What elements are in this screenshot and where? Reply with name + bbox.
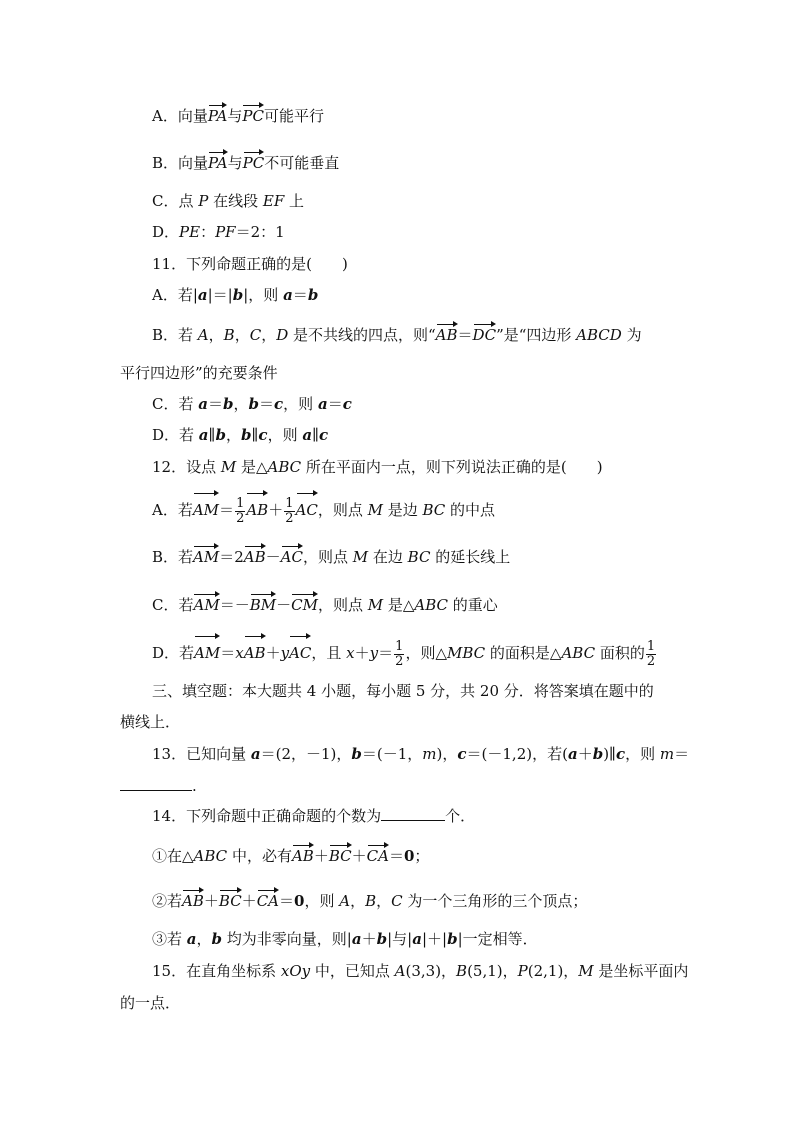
answer-blank[interactable]	[381, 806, 445, 821]
vector-ab: AB	[292, 844, 314, 866]
vector-pc: PC	[242, 104, 264, 126]
vector-bc: BC	[329, 844, 352, 866]
vector-ab: AB	[182, 889, 204, 911]
q12-stem: 12．设点 M 是△ABC 所在平面内一点，则下列说法正确的是( )	[152, 458, 603, 476]
section-3-heading-continued: 横线上．	[120, 713, 181, 731]
q13-stem: 13．已知向量 a＝(2，－1)，b＝(－1，m)，c＝(－1,2)，若(a＋b)∥c，则 m＝	[152, 745, 690, 763]
vector-ca: CA	[367, 844, 389, 866]
q10-option-d: D．PE：PF＝2：1	[152, 223, 285, 241]
q10-option-a: A．向量PA与PC可能平行	[152, 104, 324, 126]
vector-am: AM	[193, 545, 219, 567]
vector-ab: AB	[244, 545, 266, 567]
q12-option-b: B．若AM＝2AB－AC，则点 M 在边 BC 的延长线上	[152, 545, 510, 567]
fraction-half: $\frac{1}{2}$	[395, 638, 404, 669]
vector-ac: AC	[296, 492, 318, 526]
q12-option-a: A．若AM＝ $\frac{1}{2}$ AB＋ $\frac{1}{2}$ AC，则点 M 是边 BC 的中点	[152, 492, 495, 524]
vector-ab: AB	[246, 492, 268, 526]
vector-dc: DC	[473, 323, 497, 345]
answer-blank[interactable]	[120, 776, 192, 791]
q15-stem-continued: 的一点．	[120, 994, 181, 1012]
q10-option-b: B．向量PA与PC不可能垂直	[152, 151, 339, 173]
fraction-half: $\frac{1}{2}$	[285, 495, 294, 526]
q12-option-d: D．若AM＝xAB＋yAC，且 x＋y＝ $\frac{1}{2}$ ，则△MBC 的面积是△ABC 面积的 $\frac{1}{2}$	[152, 635, 657, 667]
vector-ab: AB	[436, 323, 458, 345]
q13-answer-line: .	[120, 776, 197, 796]
q14-statement-3: ③若 a，b 均为非零向量，则|a＋b|与|a|＋|b|一定相等．	[152, 930, 538, 948]
vector-am: AM	[194, 635, 220, 669]
vector-ac: AC	[281, 545, 303, 567]
fraction-half: $\frac{1}{2}$	[646, 638, 656, 669]
vector-bc: BC	[219, 889, 242, 911]
vector-bm: BM	[250, 593, 276, 615]
q11-option-c: C．若 a＝b，b＝c，则 a＝c	[152, 395, 352, 413]
vector-ac: AC	[289, 635, 311, 669]
q14-statement-1: ①在△ABC 中，必有AB＋BC＋CA＝0；	[152, 844, 429, 866]
vector-am: AM	[193, 492, 219, 526]
q12-option-c: C．若AM＝－BM－CM，则点 M 是△ABC 的重心	[152, 593, 498, 615]
q14-stem: 14．下列命题中正确命题的个数为 个．	[152, 807, 476, 825]
fraction-half: $\frac{1}{2}$	[236, 495, 245, 526]
vector-pa: PA	[208, 104, 228, 126]
q14-statement-2: ②若AB＋BC＋CA＝0，则 A，B，C 为一个三角形的三个顶点；	[152, 889, 587, 911]
q11-stem: 11．下列命题正确的是( )	[152, 255, 348, 273]
section-3-heading: 三、填空题：本大题共 4 小题，每小题 5 分，共 20 分．将答案填在题中的	[152, 682, 654, 700]
vector-ca: CA	[257, 889, 279, 911]
vector-pa: PA	[208, 151, 228, 173]
q10-option-c: C．点 P 在线段 EF 上	[152, 192, 305, 210]
q11-option-d: D．若 a∥b，b∥c，则 a∥c	[152, 426, 329, 444]
vector-ab: AB	[244, 635, 266, 669]
vector-pc: PC	[243, 151, 265, 173]
q11-option-b-continued: 平行四边形”的充要条件	[120, 364, 278, 382]
vector-cm: CM	[291, 593, 318, 615]
vector-am: AM	[193, 593, 219, 615]
q11-option-a: A．若|a|＝|b|，则 a＝b	[152, 286, 319, 304]
q11-option-b: B．若 A，B，C，D 是不共线的四点，则“AB＝DC”是“四边形 ABCD 为	[152, 323, 642, 345]
q15-stem: 15．在直角坐标系 xOy 中，已知点 A(3,3)，B(5,1)，P(2,1)，M 是坐标平面内	[152, 962, 689, 980]
